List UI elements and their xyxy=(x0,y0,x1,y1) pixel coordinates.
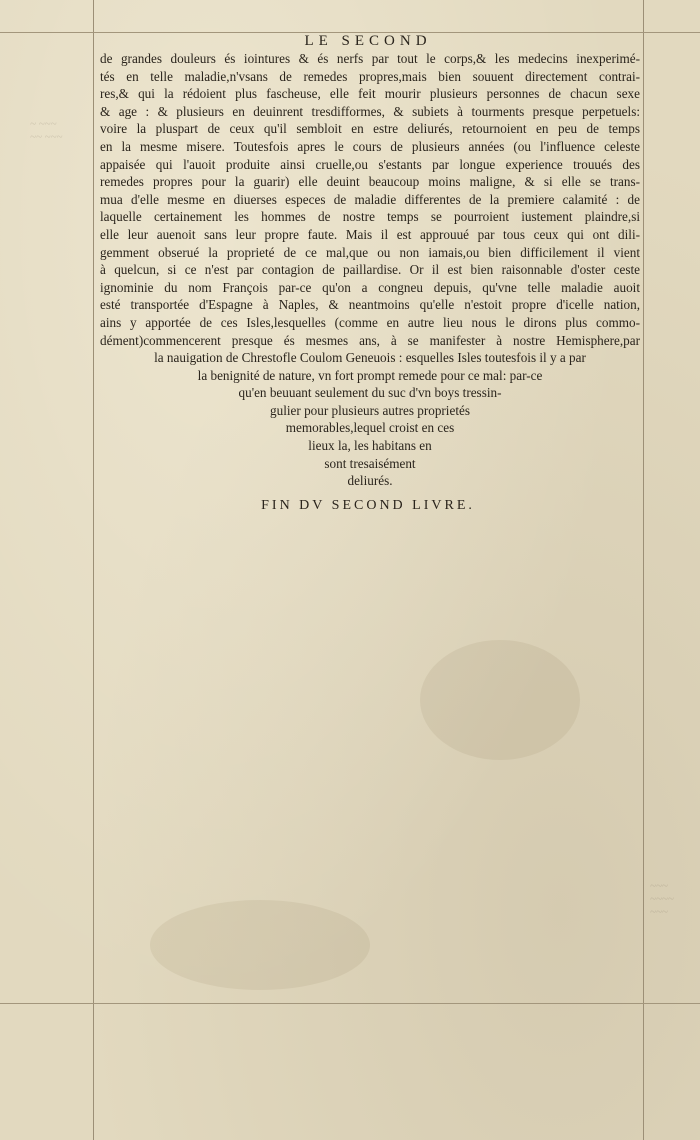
text-line: à quelcun, si ce n'est par contagion de paillardise. Or il est bien raisonnable d'oster ceste xyxy=(100,262,640,278)
text-line: dément)commencerent presque és mesmes ans, à se manifester à nostre Hemisphere,par xyxy=(100,332,640,348)
tail-line: memorables,lequel croist en ces xyxy=(285,420,455,436)
tail-line: la nauigation de Chrestofle Coulom Geneuois : esquelles Isles toutesfois il y a par xyxy=(154,350,586,366)
show-through-marginal-note: ~~~ ~~~~ ~~~ xyxy=(650,880,674,918)
tail-line: qu'en beuuant seulement du suc d'vn boys tressin- xyxy=(238,385,502,401)
text-line: appaisée qui l'auoit produite ainsi cruelle,ou s'estants par longue experience trouués des xyxy=(100,156,640,172)
show-through-marginal-note: ~ ~~~ ~~ ~~~ xyxy=(30,118,63,143)
text-line: tés en telle maladie,n'vsans de remedes propres,mais bien souuent directement contrai- xyxy=(100,68,640,84)
end-title: FIN DV SECOND LIVRE. xyxy=(261,498,475,513)
text-line: & age : & plusieurs en deuinrent tresdifformes, & subiets à tourments presque perpetuels: xyxy=(100,103,640,119)
text-line: res,& qui la rédoient plus fascheuse, elle feit mourir plusieurs personnes de chacun sexe xyxy=(100,86,640,102)
tail-line: deliurés. xyxy=(347,473,393,489)
text-line: gemment obserué la proprieté de ce mal,que ou non iamais,ou bien difficilement il vient xyxy=(100,244,640,260)
left-margin-rule xyxy=(93,0,94,1140)
tail-line: la benignité de nature, vn fort prompt remede pour ce mal: par-ce xyxy=(197,367,543,383)
text-line: voire la pluspart de ceux qu'il sembloit en estre deliurés, retournoient en peu de temps xyxy=(100,121,640,137)
text-line: elle leur auenoit sans leur propre faute. Mais il est approuué par tous ceux qui ont dili- xyxy=(100,226,640,242)
right-margin-rule xyxy=(643,0,644,1140)
text-line: remedes propres pour la guarir) elle deuint beaucoup moins maligne, & si elle se trans- xyxy=(100,174,640,190)
tail-line: gulier pour plusieurs autres proprietés xyxy=(270,402,470,418)
text-line: esté transportée d'Espagne à Naples, & neantmoins qu'elle n'estoit propre d'icelle nation, xyxy=(100,297,640,313)
text-line: mua d'elle mesme en diuerses especes de maladie differentes de la premiere calamité : de xyxy=(100,191,640,207)
text-line: ignominie du nom François par-ce qu'on a congneu depuis, qu'vne telle maladie auoit xyxy=(100,279,640,295)
running-head: LE SECOND xyxy=(304,33,432,49)
text-line: laquelle certainement les hommes de nostre temps se pourroient iustement plaindre,si xyxy=(100,209,640,225)
text-line: ains y apportée de ces Isles,lesquelles (comme en autre lieu nous le dirons plus commo- xyxy=(100,314,640,330)
tail-line: sont tresaisément xyxy=(324,455,416,471)
paper-stain xyxy=(150,900,370,990)
tail-line: lieux la, les habitans en xyxy=(308,438,432,454)
body-text xyxy=(100,50,640,490)
text-line: de grandes douleurs és iointures & és nerfs par tout le corps,& les medecins inexperimé- xyxy=(100,51,640,66)
bottom-rule xyxy=(0,1003,700,1004)
text-line: en la mesme misere. Toutesfois apres le cours de plusieurs années (ou l'influence celeste xyxy=(100,138,640,154)
paper-stain xyxy=(420,640,580,760)
